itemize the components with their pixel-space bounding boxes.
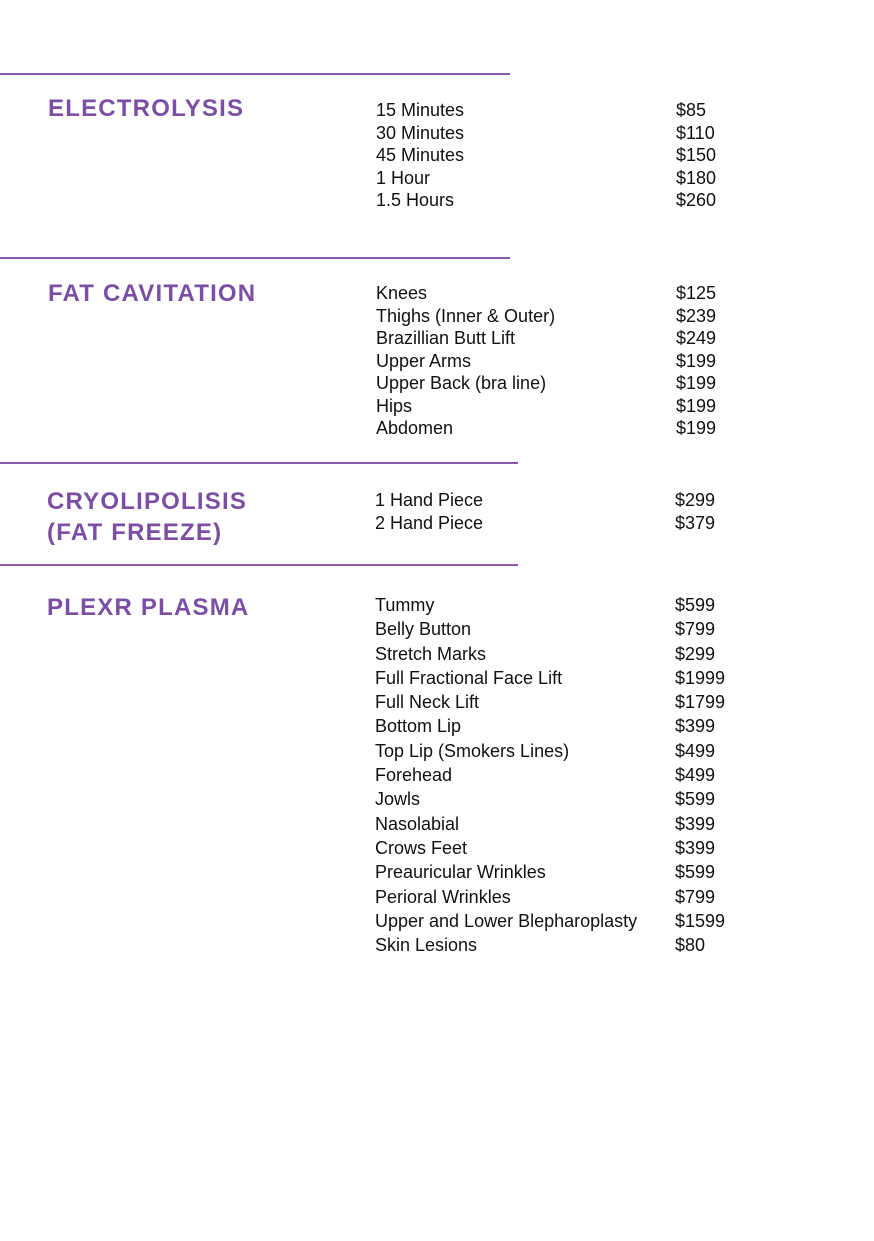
service-name: Nasolabial	[375, 813, 460, 834]
price-row	[376, 167, 756, 190]
price-row	[375, 691, 755, 715]
service-price: $199	[676, 418, 717, 438]
price-row	[376, 305, 756, 328]
price-row	[375, 618, 755, 642]
service-name: Top Lip (Smokers Lines)	[375, 740, 570, 761]
price-row	[376, 144, 756, 167]
service-name: 45 Minutes	[376, 145, 465, 165]
service-price: $150	[676, 145, 717, 165]
price-row	[376, 99, 756, 122]
price-row	[375, 886, 755, 910]
service-name: 15 Minutes	[376, 100, 465, 120]
service-price: $599	[675, 789, 716, 810]
price-row	[375, 667, 755, 691]
service-name: Knees	[376, 283, 428, 303]
price-row	[375, 788, 755, 812]
service-price: $199	[676, 395, 717, 416]
price-row	[375, 934, 755, 958]
service-name: Abdomen	[376, 418, 454, 438]
service-price: $1799	[675, 692, 726, 713]
service-name: Stretch Marks	[375, 643, 487, 664]
service-name: Upper Back (bra line)	[376, 373, 547, 393]
price-row	[376, 417, 756, 440]
service-price: $499	[675, 765, 716, 786]
service-name: Belly Button	[375, 619, 472, 640]
service-price: $599	[675, 595, 716, 615]
service-name: Jowls	[375, 789, 421, 810]
price-row	[376, 122, 756, 145]
electrolysis-price-list	[376, 99, 756, 212]
section-title-plexr-plasma: PLEXR PLASMA	[47, 594, 250, 621]
service-price: $299	[675, 643, 716, 664]
service-name: 1 Hand Piece	[375, 490, 484, 510]
service-name: Upper Arms	[376, 350, 472, 371]
service-price: $249	[676, 328, 717, 348]
service-price: $1999	[675, 667, 726, 688]
section-divider	[0, 257, 510, 259]
service-name: Tummy	[375, 595, 435, 615]
service-price: $499	[675, 740, 716, 761]
service-price: $399	[675, 813, 716, 834]
price-row	[376, 372, 756, 395]
service-price: $125	[676, 283, 717, 303]
section-divider	[0, 462, 518, 464]
service-name: 30 Minutes	[376, 122, 465, 143]
section-title-line: CRYOLIPOLISIS	[47, 488, 248, 515]
service-name: Full Fractional Face Lift	[375, 667, 563, 688]
service-price: $110	[676, 122, 715, 143]
price-row	[375, 643, 755, 667]
service-price: $260	[676, 190, 717, 210]
price-row	[375, 489, 755, 512]
service-price: $180	[676, 167, 717, 188]
service-name: Preauricular Wrinkles	[375, 862, 546, 883]
price-row	[375, 715, 755, 739]
service-name: 2 Hand Piece	[375, 512, 484, 533]
price-row	[375, 910, 755, 934]
service-price: $199	[676, 373, 717, 393]
service-name: 1 Hour	[376, 167, 431, 188]
service-name: Hips	[376, 395, 413, 416]
service-price: $599	[675, 862, 716, 883]
price-row	[376, 395, 756, 418]
price-row	[375, 837, 755, 861]
service-name: Brazillian Butt Lift	[376, 328, 516, 348]
service-price: $799	[675, 619, 716, 640]
service-price: $239	[676, 305, 717, 326]
section-divider	[0, 73, 510, 75]
service-price: $799	[675, 886, 716, 907]
price-row	[375, 740, 755, 764]
price-row	[375, 813, 755, 837]
price-row	[376, 282, 756, 305]
section-title-line: (FAT FREEZE)	[47, 519, 223, 546]
price-row	[375, 512, 755, 535]
service-name: Skin Lesions	[375, 935, 478, 956]
section-title-cryolipolisis	[47, 486, 247, 548]
price-row	[375, 594, 755, 618]
service-name: Forehead	[375, 765, 453, 786]
cryolipolisis-price-list	[375, 489, 755, 534]
price-row	[375, 861, 755, 885]
price-row	[376, 327, 756, 350]
service-name: Full Neck Lift	[375, 692, 480, 713]
price-row	[375, 764, 755, 788]
service-price: $85	[676, 100, 707, 120]
price-row	[376, 189, 756, 212]
service-name: Thighs (Inner & Outer)	[376, 305, 556, 326]
service-name: 1.5 Hours	[376, 190, 455, 210]
section-divider	[0, 564, 518, 566]
fat-cavitation-price-list	[376, 282, 756, 440]
service-price: $399	[675, 716, 716, 737]
service-price: $80	[675, 935, 706, 956]
service-price: $379	[675, 512, 716, 533]
service-price: $1599	[675, 910, 726, 931]
section-title-electrolysis: ELECTROLYSIS	[48, 95, 245, 122]
service-name: Bottom Lip	[375, 716, 462, 737]
service-name: Perioral Wrinkles	[375, 886, 511, 907]
service-name: Crows Feet	[375, 837, 468, 858]
service-price: $399	[675, 837, 716, 858]
service-price: $299	[675, 490, 716, 510]
section-title-fat-cavitation: FAT CAVITATION	[48, 280, 257, 307]
plexr-plasma-price-list	[375, 594, 755, 958]
price-row	[376, 350, 756, 373]
service-price: $199	[676, 350, 717, 371]
service-name: Upper and Lower Blepharoplasty	[375, 910, 638, 931]
